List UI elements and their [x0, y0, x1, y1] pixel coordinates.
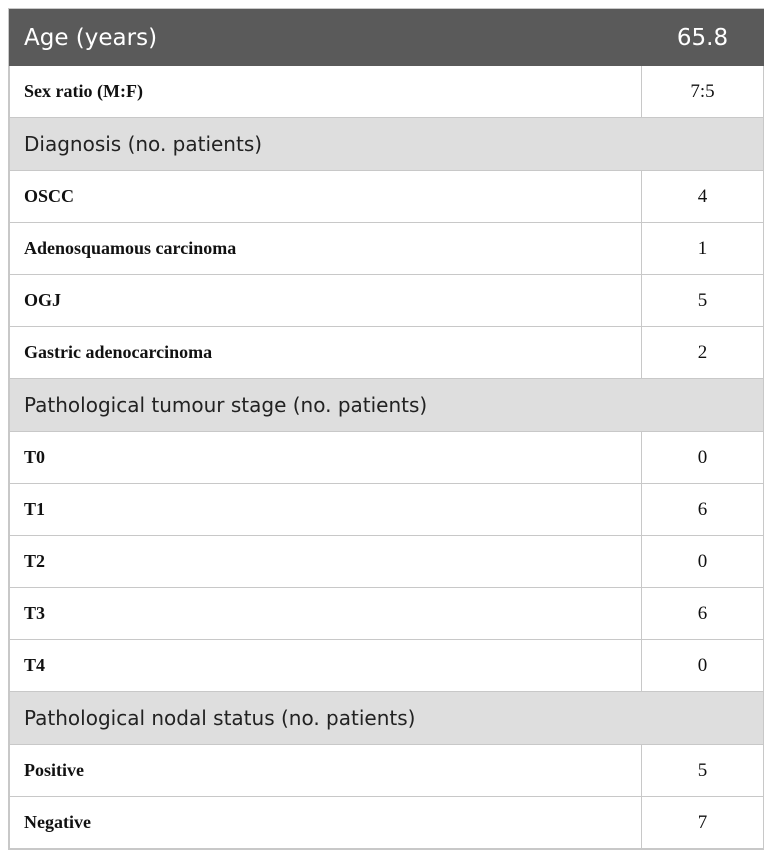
sex-ratio-value: 7:5 — [642, 66, 764, 118]
patient-characteristics-table — [8, 8, 764, 850]
table-row — [10, 484, 764, 536]
sex-ratio-row — [10, 66, 764, 118]
section-diagnosis — [10, 118, 764, 171]
row-label: OSCC — [10, 171, 642, 223]
table-row — [10, 797, 764, 849]
section-nodal-status — [10, 692, 764, 745]
row-value: 0 — [642, 640, 764, 692]
sex-ratio-label: Sex ratio (M:F) — [10, 66, 642, 118]
row-label: T0 — [10, 432, 642, 484]
row-value: 4 — [642, 171, 764, 223]
table-row — [10, 640, 764, 692]
table-row — [10, 588, 764, 640]
row-label: Adenosquamous carcinoma — [10, 223, 642, 275]
table-row — [10, 432, 764, 484]
row-value: 6 — [642, 484, 764, 536]
row-label: T2 — [10, 536, 642, 588]
row-value: 5 — [642, 275, 764, 327]
row-label: Gastric adenocarcinoma — [10, 327, 642, 379]
row-label: T3 — [10, 588, 642, 640]
section-title: Pathological nodal status (no. patients) — [10, 692, 764, 745]
table-row — [10, 327, 764, 379]
row-value: 1 — [642, 223, 764, 275]
table-row — [10, 536, 764, 588]
row-value: 2 — [642, 327, 764, 379]
row-value: 7 — [642, 797, 764, 849]
section-title: Pathological tumour stage (no. patients) — [10, 379, 764, 432]
row-label: T1 — [10, 484, 642, 536]
row-value: 6 — [642, 588, 764, 640]
row-value: 5 — [642, 745, 764, 797]
row-value: 0 — [642, 432, 764, 484]
section-title: Diagnosis (no. patients) — [10, 118, 764, 171]
row-label: Negative — [10, 797, 642, 849]
table-row — [10, 223, 764, 275]
data-table — [9, 9, 764, 849]
age-label: Age (years) — [10, 10, 642, 66]
section-tumour-stage — [10, 379, 764, 432]
row-label: OGJ — [10, 275, 642, 327]
row-value: 0 — [642, 536, 764, 588]
table-row — [10, 171, 764, 223]
header-row — [10, 10, 764, 66]
age-value: 65.8 — [642, 10, 764, 66]
table-row — [10, 745, 764, 797]
row-label: Positive — [10, 745, 642, 797]
table-row — [10, 275, 764, 327]
row-label: T4 — [10, 640, 642, 692]
